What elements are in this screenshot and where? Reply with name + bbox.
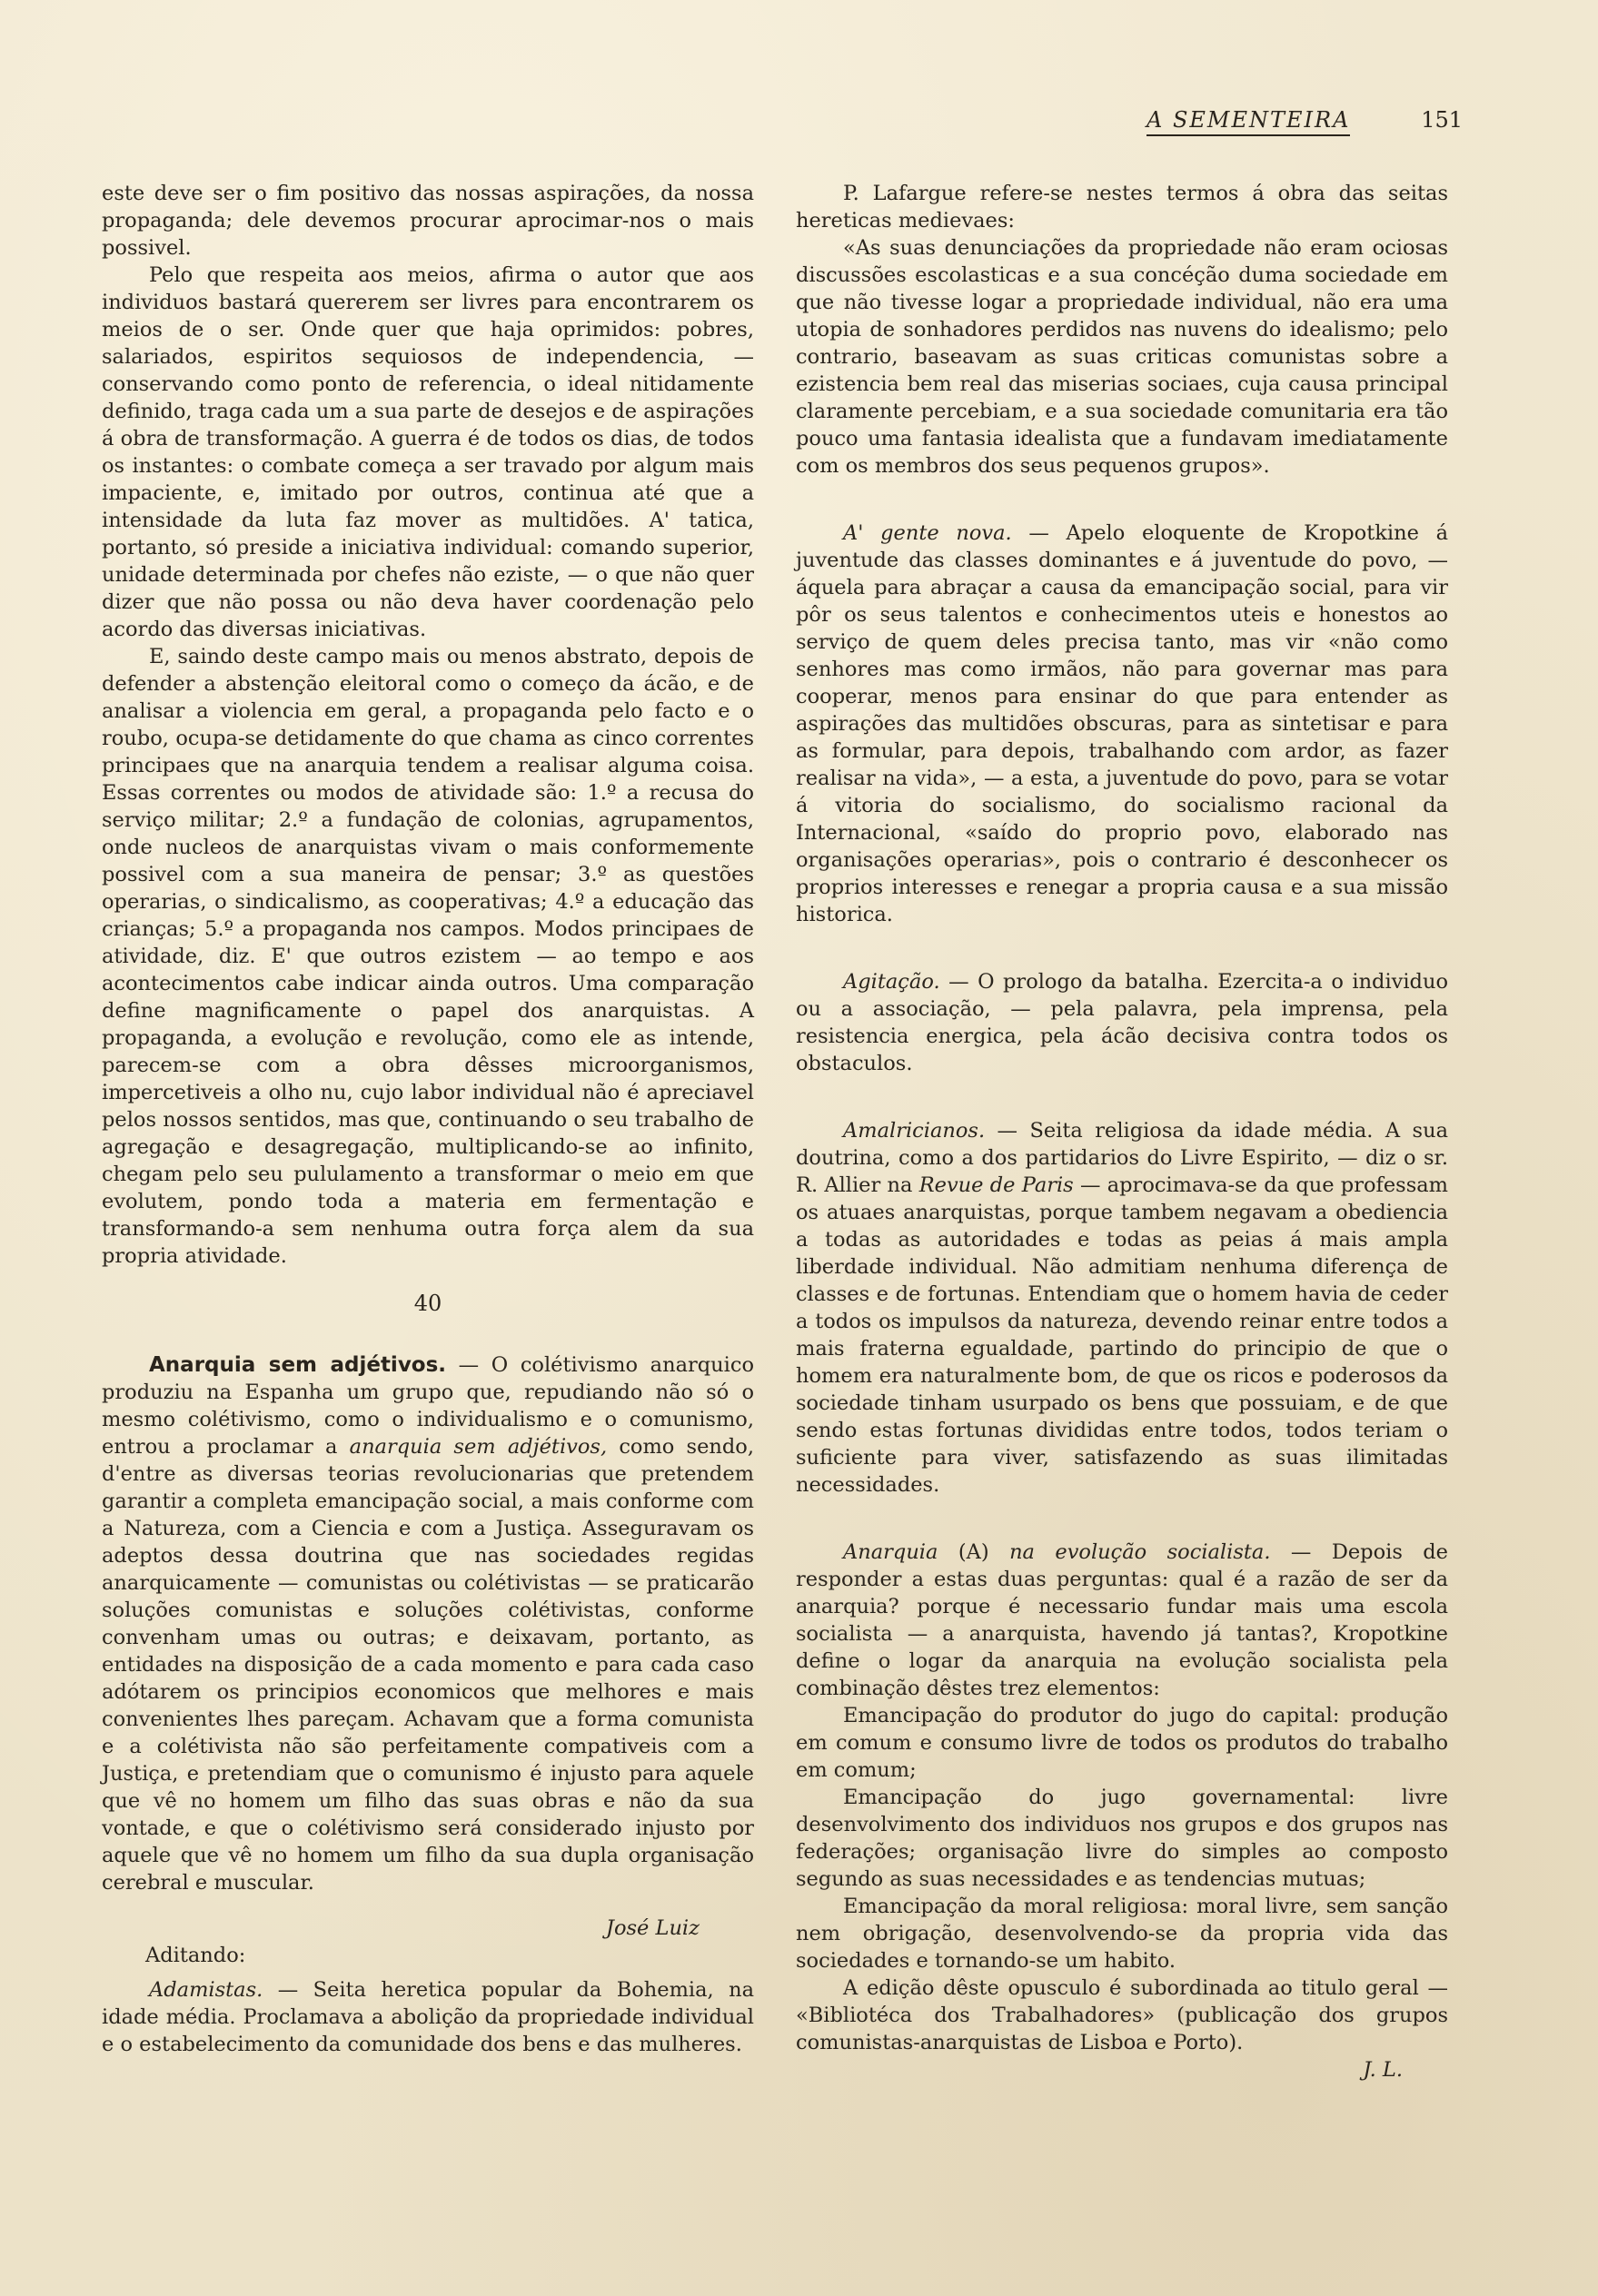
entry-text: — O colétivismo anarquico produziu na Espanha um grupo que, repudiando não só o mesmo colétivismo, como o individualismo e o comunismo, entrou a proclamar a <box>102 1353 754 1459</box>
list-item-governamental: Emancipação do jugo governamental: livre desenvolvimento dos individuos nos grupos e dos grupos nas federações; organisação livre do simples ao composto segundo as suas necessidades e as tendencias mutuas; <box>796 1786 1448 1891</box>
entry-text: — Seita heretica popular da Bohemia, na idade média. Proclamava a abolição da propriedade individual e o estabelecimento da comunidade dos bens e das mulheres. <box>102 1978 754 2056</box>
entry-emphasis: anarquia sem adjétivos, <box>349 1435 608 1459</box>
entry-gente-nova <box>796 520 1448 928</box>
entry-adamistas <box>102 1976 754 2058</box>
entry-title: Agitação. <box>843 970 940 994</box>
entry-agitacao <box>796 968 1448 1077</box>
running-header <box>1136 107 1463 140</box>
entry-text: como sendo, d'entre as diversas teorias revolucionarias que pretendem garantir a completa emancipação social, a mais conforme com a Natureza, com a Ciencia e com a Justiça. Asseguravam os adeptos dessa doutrina que nas sociedades regidas anarquicamente — comunistas ou colétivistas — se praticarão soluções comunistas e soluções colétivistas, conforme convenham umas ou outras; e deixavam, portanto, as entidades na disposição de a cada momento e para cada caso adótarem os principios economicos que melhores e mais convenientes lhes pareçam. Achavam que a forma comunista e a colétivista não são perfeitamente compativeis com a Justiça, e pretendiam que o comunismo é injusto para aquele que vê no homem um filho das suas obras e não da sua vontade, e que o colétivismo será considerado injusto por aquele que vê no homem um filho da sua dupla organisação cerebral e muscular. <box>102 1435 754 1895</box>
left-column <box>102 180 754 2058</box>
section-number: 40 <box>413 1291 442 1316</box>
entry-title: Amalricianos. <box>843 1119 986 1143</box>
signature: J. L. <box>1363 2058 1403 2082</box>
entry-title-part: (A) <box>938 1540 1010 1564</box>
entry-text: — O prologo da batalha. Ezercita-a o individuo ou a associação, — pela palavra, pela imprensa, pela resistencia energica, pela ácão decisiva contra todos os obstaculos. <box>796 970 1448 1075</box>
paragraph-edicao: A edição dêste opusculo é subordinada ao titulo geral — «Bibliotéca dos Trabalhadores» (publicação dos grupos comunistas-anarquistas de Lisboa e Porto). <box>796 1976 1448 2054</box>
entry-text: — Apelo eloquente de Kropotkine á juventude das classes dominantes e á juventude do povo, — áquela para abraçar a causa da emancipação social, para vir pôr os seus talentos e conhecimentos uteis e honestos ao serviço de quem deles precisa tanto, mas vir «não como senhores mas como irmãos, não para governar mas para cooperar, menos para ensinar do que para entender as aspirações das multidões obscuras, para as sintetisar e para as formular, para depois, trabalhando com ardor, as fazer realisar na vida», — a esta, a juventude do povo, para se votar á vitoria do socialismo, do socialismo racional da Internacional, «saído do proprio povo, elaborado nas organisações operarias», pois o contrario é desconhecer os proprios interesses e renegar a propria causa e a sua missão historica. <box>796 521 1448 926</box>
entry-anarquia-evolucao <box>796 1539 1448 1702</box>
entry-text: — Seita religiosa da idade média. A sua doutrina, como a dos partidarios do Livre Espirito, — diz o sr. R. Allier na <box>796 1119 1448 1197</box>
paragraph-correntes: E, saindo deste campo mais ou menos abstrato, depois de defender a abstenção eleitoral como o começo da ácão, e de analisar a violencia em geral, a propaganda pelo facto e o roubo, ocupa-se detidamente do que chama as cinco correntes principaes que na anarquia tendem a realisar alguma coisa. Essas correntes ou modos de atividade são: 1.º a recusa do serviço militar; 2.º a fundação de colonias, agrupamentos, onde nucleos de anarquistas vivam o mais conformemente possivel com a sua maneira de pensar; 3.º as questões operarias, o sindicalismo, as cooperativas; 4.º a educação das crianças; 5.º a propaganda nos campos. Modos principaes de atividade, diz. E' que outros ezistem — ao tempo e aos acontecimentos cabe indicar ainda outros. Uma comparação define magnificamente o papel dos anarquistas. A propaganda, a evolução e revolução, como ele as intende, parecem-se com a obra dêsses microorganismos, impercetiveis a olho nu, cujo labor individual não é apreciavel pelos nossos sentidos, mas que, continuando o seu trabalho de agregação e desagregação, multiplicando-se ao infinito, chegam pelo seu pululamento a transformar o meio em que evolutem, pondo toda a materia em fermentação e transformando-a sem nenhuma outra força alem da sua propria atividade. <box>102 645 754 1268</box>
signature: José Luiz <box>605 1916 700 1940</box>
entry-amalricianos <box>796 1117 1448 1499</box>
right-column <box>796 180 1448 2083</box>
entry-title: Anarquia sem adjétivos. <box>149 1353 447 1377</box>
list-item-produtor: Emancipação do produtor do jugo do capital: produção em comum e consumo livre de todos os produtos do trabalho em comum; <box>796 1704 1448 1782</box>
paragraph-lafargue: P. Lafargue refere-se nestes termos á obra das seitas hereticas medievaes: <box>796 182 1448 233</box>
entry-title: Anarquia <box>843 1540 938 1564</box>
list-item-moral: Emancipação da moral religiosa: moral livre, sem sanção nem obrigação, desenvolvendo-se da propria vida das sociedades e tornando-se um habito. <box>796 1895 1448 1973</box>
entry-title: A' gente nova. <box>843 521 1012 545</box>
page-number: 151 <box>1421 107 1463 133</box>
entry-emphasis: Revue de Paris <box>918 1173 1074 1197</box>
aditando-label: Aditando: <box>145 1944 246 1967</box>
journal-title: A SEMENTEIRA <box>1146 107 1350 136</box>
paragraph-meios: Pelo que respeita aos meios, afirma o autor que aos individuos bastará quererem ser livres para encontrarem os meios de o ser. Onde quer que haja oprimidos: pobres, salariados, espiritos sequiosos de independencia, — conservando como ponto de referencia, o ideal nitidamente definido, traga cada um a sua parte de desejos e de aspirações á obra de transformação. A guerra é de todos os dias, de todos os instantes: o combate começa a ser travado por algum mais impaciente, e, imitado por outros, continua até que a intensidade da luta faz mover as multidões. A' tatica, portanto, só preside a iniciativa individual: comando superior, unidade determinada por chefes não eziste, — o que não quer dizer que não possa ou não deva haver coordenação pelo acordo das diversas iniciativas. <box>102 263 754 641</box>
entry-text: — Depois de responder a estas duas perguntas: qual é a razão de ser da anarquia? porque é necessario fundar mais uma escola socialista — a anarquista, havendo já tantas?, Kropotkine define o logar da anarquia na evolução socialista pela combinação dêstes trez elementos: <box>796 1540 1448 1700</box>
entry-title: Adamistas. <box>149 1978 263 2002</box>
entry-title-part: na evolução socialista. <box>1009 1540 1271 1564</box>
quote-lafargue: «As suas denunciações da propriedade não eram ociosas discussões escolasticas e a sua concéção duma sociedade em que não tivesse logar a propriedade individual, não era uma utopia de sonhadores perdidos nas nuvens do idealismo; pelo contrario, baseavam as suas criticas comunistas sobre a ezistencia bem real das miserias sociaes, cuja causa principal claramente percebiam, e a sua sociedade comunitaria era tão pouco uma fantasia idealista que a fundavam imediatamente com os membros dos seus pequenos grupos». <box>796 236 1448 478</box>
entry-text: — aprocimava-se da que professam os atuaes anarquistas, porque tambem negavam a obediencia a todas as autoridades e todas as peias á mais ampla liberdade individual. Não admitiam nenhuma diferença de classes e de fortunas. Entendiam que o homem havia de ceder a todos os impulsos da natureza, devendo reinar entre todos a mais fraterna egualdade, partindo do principio de que o homem era naturalmente bom, de que os ricos e poderosos da sociedade tinham usurpado os bens que possuiam, e de que sendo estas fortunas divididas entre todos, todos teriam o suficiente para viver, satisfazendo as suas ilimitadas necessidades. <box>796 1173 1448 1497</box>
entry-anarquia-sem-adjetivos <box>102 1351 754 1896</box>
paragraph-continuation: este deve ser o fim positivo das nossas aspirações, da nossa propaganda; dele devemos procurar aprocimar-nos o mais possivel. <box>102 182 754 260</box>
